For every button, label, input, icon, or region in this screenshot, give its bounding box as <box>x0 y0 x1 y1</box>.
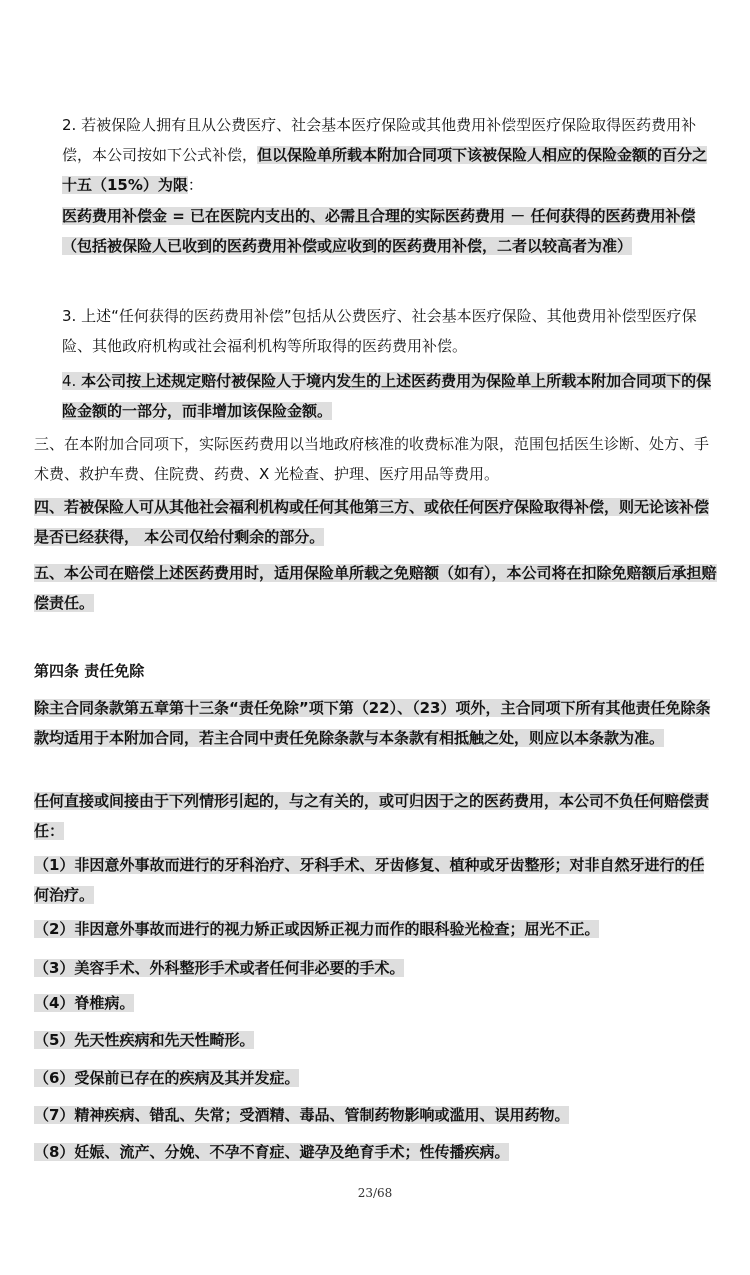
clause-2-text: 2. 若被保险人拥有且从公费医疗、社会基本医疗保险或其他费用补偿型医疗保险取得医药费用补偿，本公司按如下公式补偿， <box>62 116 697 164</box>
exclusion-lead-text: 任何直接或间接由于下列情形引起的，与之有关的，或可归因于之的医药费用，本公司不负任何赔偿责任： <box>34 792 710 840</box>
exclusion-item-1 <box>34 850 718 910</box>
exclusion-item-text: （3）美容手术、外科整形手术或者任何非必要的手术。 <box>34 959 405 977</box>
clause-2-colon: ： <box>187 176 203 194</box>
exclusion-item-text: （1）非因意外事故而进行的牙科治疗、牙科手术、牙齿修复、植种或牙齿整形；对非自然牙进行的任何治疗。 <box>34 856 705 904</box>
exclusion-intro <box>34 693 718 753</box>
exclusion-intro-text: 除主合同条款第五章第十三条“责任免除”项下第（22）、（23）项外，主合同项下所有其他责任免除条款均适用于本附加合同，若主合同中责任免除条款与本条款有相抵触之处，则应以本条款为准。 <box>34 699 711 747</box>
exclusion-item-text: （5）先天性疾病和先天性畸形。 <box>34 1031 255 1049</box>
compensation-formula <box>62 201 718 261</box>
page-number: 23/68 <box>357 1186 393 1200</box>
exclusion-item-6 <box>34 1063 718 1093</box>
exclusion-item-text: （6）受保前已存在的疾病及其并发症。 <box>34 1069 300 1087</box>
exclusion-item-text: （7）精神疾病、错乱、失常；受酒精、毒品、管制药物影响或滥用、误用药物。 <box>34 1106 570 1124</box>
article-4-title: 第四条 责任免除 <box>34 662 145 680</box>
exclusion-item-5 <box>34 1025 718 1055</box>
section-4-text: 四、若被保险人可从其他社会福利机构或任何其他第三方、或依任何医疗保险取得补偿，则无论该补偿是否已经获得， 本公司仅给付剩余的部分。 <box>34 498 710 546</box>
exclusion-item-3 <box>34 953 718 983</box>
clause-2 <box>62 110 718 200</box>
clause-3: 3. 上述“任何获得的医药费用补偿”包括从公费医疗、社会基本医疗保险、其他费用补偿型医疗保险、其他政府机构或社会福利机构等所取得的医药费用补偿。 <box>62 307 697 355</box>
section-3: 三、在本附加合同项下，实际医药费用以当地政府核准的收费标准为限，范围包括医生诊断、处方、手术费、救护车费、住院费、药费、X 光检查、护理、医疗用品等费用。 <box>34 435 710 483</box>
exclusion-item-text: （4）脊椎病。 <box>34 994 135 1012</box>
clause-2-limit: 但以保险单所载本附加合同项下该被保险人相应的保险金额的百分之十五（15%）为限 <box>62 146 708 194</box>
clause-4-number: 4. <box>62 372 82 390</box>
section-5-text: 五、本公司在赔偿上述医药费用时，适用保险单所载之免赔额（如有），本公司将在扣除免赔额后承担赔偿责任。 <box>34 564 717 612</box>
exclusion-lead <box>34 786 718 846</box>
exclusion-item-text: （2）非因意外事故而进行的视力矫正或因矫正视力而作的眼科验光检查；屈光不正。 <box>34 920 600 938</box>
clause-4 <box>62 366 718 426</box>
exclusion-item-8 <box>34 1137 718 1167</box>
exclusion-item-2 <box>34 914 718 944</box>
clause-4-text: 本公司按上述规定赔付被保险人于境内发生的上述医药费用为保险单上所载本附加合同项下的保险金额的一部分，而非增加该保险金额。 <box>62 372 712 420</box>
section-5 <box>34 558 718 618</box>
formula-text: 医药费用补偿金 = 已在医院内支出的、必需且合理的实际医药费用 － 任何获得的医药费用补偿（包括被保险人已收到的医药费用补偿或应收到的医药费用补偿，二者以较高者为准） <box>62 207 696 255</box>
exclusion-item-7 <box>34 1100 718 1130</box>
section-4 <box>34 492 718 552</box>
exclusion-item-4 <box>34 988 718 1018</box>
exclusion-item-text: （8）妊娠、流产、分娩、不孕不育症、避孕及绝育手术；性传播疾病。 <box>34 1143 510 1161</box>
